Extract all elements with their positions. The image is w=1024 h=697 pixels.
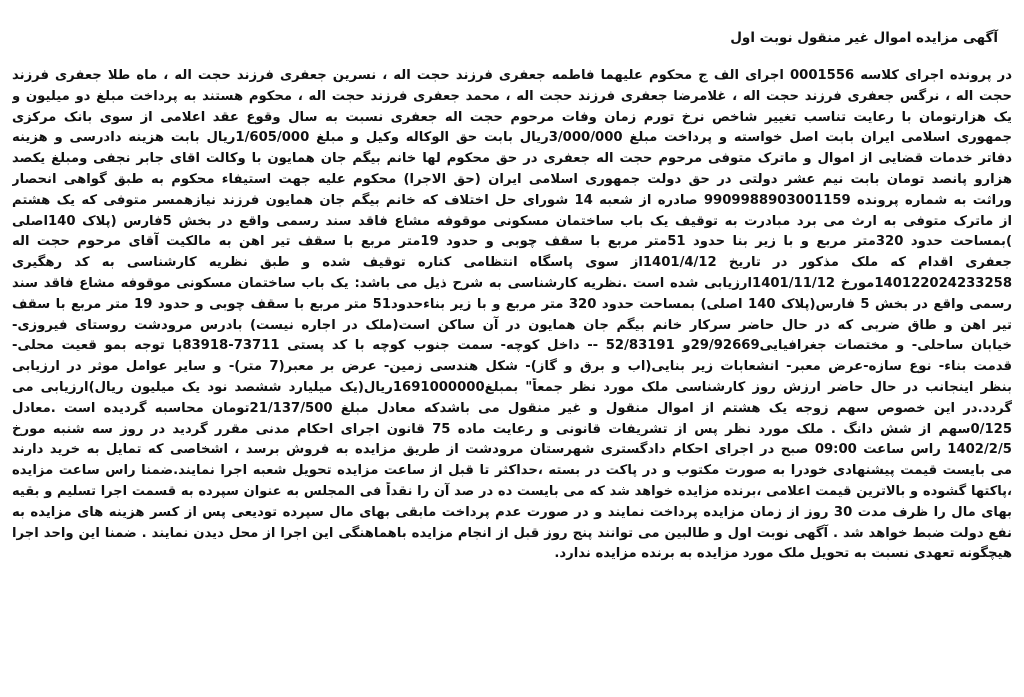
body-line: بنظر اینجانب در حال حاضر ارزش روز کارشناسی ملک مورد نظر جمعاً" بمبلغ1691000000ریال(یک میلیارد ششصد نود یک میلیون ریال)ارزیابی می (12, 379, 1012, 395)
body-line: رسمی واقع در بخش 5 فارس(پلاک 140 اصلی) بمساحت حدود 320 متر مربع و با زیر بناءحدود51 متر مربع با سقف چوبی و حدود 19 متر مربع با سقف (12, 296, 1012, 312)
notice-title: آگهی مزایده اموال غیر منقول نوبت اول (730, 30, 998, 46)
body-line: جمهوری اسلامی ایران بابت اصل خواسته و پرداخت مبلغ 3/000/000ریال بابت حق الوکاله وکیل و مبلغ 1/605/000ریال بابت هزینه دادرسی و هزینه (12, 130, 1012, 146)
body-line: بهای مال را ظرف مدت 30 روز از زمان مزایده پرداخت نمایند و در صورت عدم پرداخت مابقی بهای مال سپرده تودیعی پس از کسر هزینه های مزایده به (12, 504, 1012, 520)
body-line: نفع دولت ضبط خواهد شد . آگهی نوبت اول و طالبین می توانند پنج روز قبل از انجام مزایده باهماهنگی این اجرا از محل دیدن نمایند . ضمنا این واحد اجرا (12, 525, 1012, 541)
body-line: هیچگونه تعهدی نسبت به تحویل ملک مورد مزایده به برنده مزایده ندارد. (554, 546, 1012, 562)
body-line: 140122024233258مورخ 1401/11/12ارزیابی شده است .نظریه کارشناسی به شرح ذیل می باشد: یک باب ساختمان مسکونی موقوفه مشاع فاقد سند (12, 275, 1012, 291)
body-line: وراثت به شماره پرونده 9909988903001159 صادره از شعبه 14 شورای حل اختلاف که خانم بیگم جان همایون فرزند نیازهمسر متوفی که یک هشتم (12, 192, 1012, 208)
body-line: 1402/2/5 راس ساعت 09:00 صبح در اجرای احکام دادگستری شهرستان مرودشت از طریق مزایده به فروش برسد ، اشخاصی که تمایل به خرید دارند (12, 442, 1012, 458)
body-line: جعفری اقدام که ملک مذکور در تاریخ 1401/4/12از سوی پاسگاه انتظامی کناره توقیف شده و طبق نظریه کارشناسی به کد رهگیری (12, 255, 1012, 271)
body-line: از ماترک متوفی به ارث می برد مبادرت به توقیف یک باب ساختمان مسکونی موقوفه مشاع فاقد سند رسمی واقع در بخش 5فارس (پلاک 140اصلی (12, 213, 1012, 229)
body-line: 0/125سهم از شش دانگ . ملک مورد نظر پس از تشریفات قانونی و رعایت ماده 75 قانون اجرای احکام مدنی مقرر گردید در روز سه شنبه مورخ (12, 421, 1012, 437)
body-line: دفاتر خدمات قضایی از اموال و ماترک متوفی مرحوم حجت اله جعفری در حق محکوم لها خانم بیگم جان همایون با وکالت اقای جابر نجفی ومبلغ یکصد (12, 151, 1012, 167)
notice-body (12, 66, 1012, 565)
body-line: یک هزارتومان با رعایت تناسب تغییر شاخص نرخ تورم زمان وفات مرحوم حجت اله جعفری نسبت به سال وقوع عقد اعلامی از سوی بانک مرکزی (12, 109, 1012, 125)
body-line: خیابان ساحلی- و مختصات جغرافیایی29/92669و 52/83191 -- داخل کوچه- سمت جنوب کوچه با کد پستی 73711-83918با توجه بمو قعیت محلی- (12, 338, 1012, 354)
body-line: در پرونده اجرای کلاسه 0001556 اجرای الف ج محکوم علیهما فاطمه جعفری فرزند حجت اله ، نسرین جعفری فرزند حجت اله ، ماه طلا جعفری فرزند (12, 68, 1012, 83)
body-line: هزارو پانصد تومان بابت نیم عشر دولتی در حق دولت جمهوری اسلامی ایران (حق الاجرا) محکوم علیه جهت استیفاء محکوم به طبق گواهی انحصار (12, 171, 1012, 187)
body-line: تیر اهن و طاق ضربی که در حال حاضر سرکار خانم بیگم جان همایون در آن ساکن است(ملک در اجاره نیست) بادرس مرودشت روستای فیروزی- (12, 317, 1012, 333)
body-line: )بمساحت حدود 320متر مربع و با زیر بنا حدود 51متر مربع با سقف چوبی و حدود 19متر مربع با سقف تیر اهن به مالکیت آقای مرحوم حجت اله (12, 234, 1012, 250)
body-line: گردد.در این خصوص سهم زوجه یک هشتم از اموال منقول و غیر منقول می باشدکه معادل مبلغ 21/137/500تومان محاسبه گردیده است .معادل (12, 400, 1012, 416)
body-line: حجت اله ، نرگس جعفری فرزند حجت اله ، غلامرضا جعفری فرزند حجت اله ، محمد جعفری فرزند حجت اله ، محکوم هستند به پرداخت مبلغ دو میلیون و (12, 88, 1012, 104)
body-line: می بایست قیمت پیشنهادی خودرا به صورت مکتوب و در پاکت در بسته ،حداکثر تا قبل از ساعت مزایده تحویل شعبه اجرا نمایند.ضمنا راس ساعت مزایده (12, 463, 1012, 479)
body-line: قدمت بناء- نوع سازه-عرض معبر- انشعابات زیر بنایی(اب و برق و گاز)- شکل هندسی زمین- عرض بر معبر(7 متر)- و سایر عوامل موثر در ارزیابی (12, 359, 1012, 375)
body-line: ،پاکتها گشوده و بالاترین قیمت اعلامی ،برنده مزایده خواهد شد که می بایست ده در صد آن را نقداً فی المجلس به عنوان سپرده به قسمت اجرا تسلیم و بقیه (12, 483, 1012, 499)
